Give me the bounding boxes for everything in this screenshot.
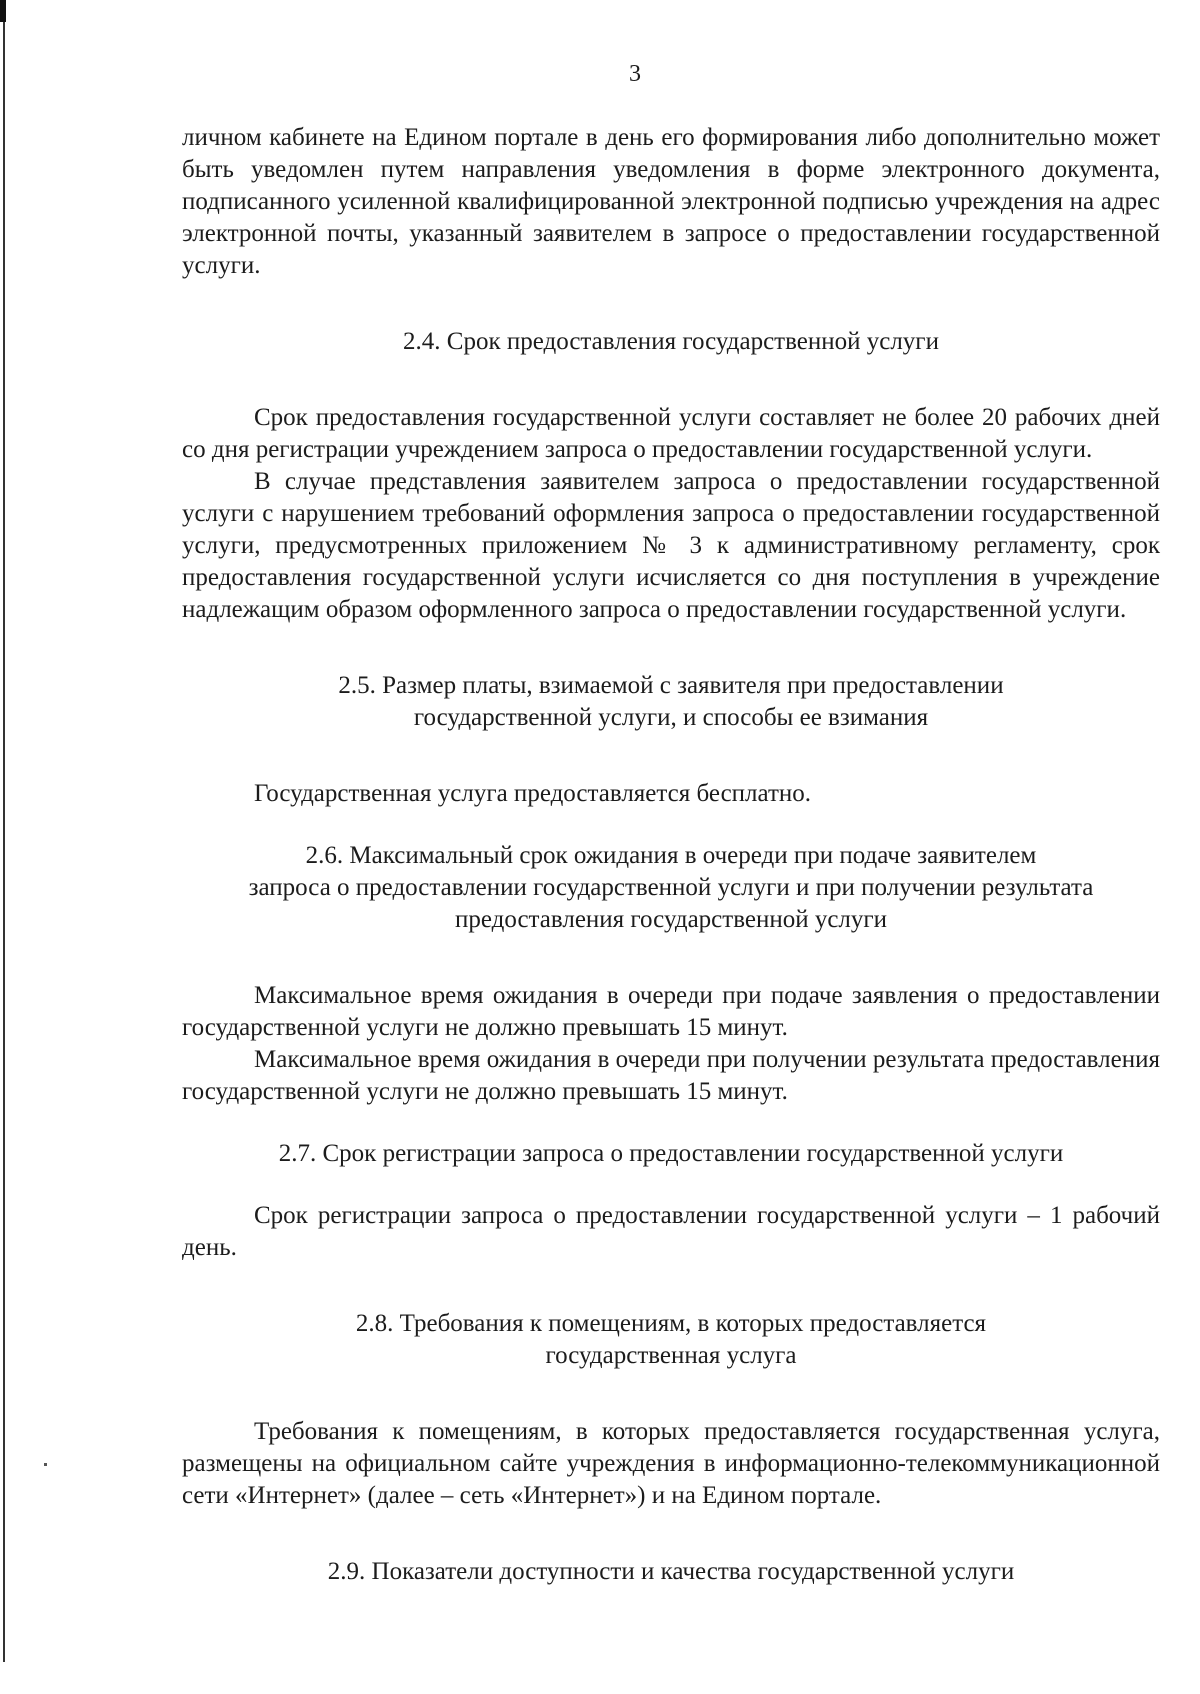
section-heading-2-8 bbox=[182, 1308, 1160, 1372]
scan-edge-mark bbox=[0, 0, 6, 22]
section-heading-line: 2.5. Размер платы, взимаемой с заявителя при предоставлении bbox=[338, 672, 1004, 699]
section-heading-2-5 bbox=[182, 670, 1160, 734]
scan-edge-line bbox=[3, 22, 5, 1662]
paragraph-2-8: Требования к помещениям, в которых предоставляется государственная услуга, размещены на официальном сайте учреждения в информационно-телекоммуникационной сети «Интернет» (далее – сеть «Интернет») и на Едином портале. bbox=[182, 1418, 1160, 1509]
paragraph-2-4-a: Срок предоставления государственной услуги составляет не более 20 рабочих дней со дня регистрации учреждением запроса о предоставлении государственной услуги. bbox=[182, 404, 1160, 463]
section-heading-2-9: 2.9. Показатели доступности и качества государственной услуги bbox=[327, 1558, 1015, 1585]
paragraph-2-5: Государственная услуга предоставляется бесплатно. bbox=[254, 780, 812, 807]
section-heading-2-4: 2.4. Срок предоставления государственной услуги bbox=[403, 328, 939, 355]
section-heading-line: запроса о предоставлении государственной услуги и при получении результата bbox=[248, 874, 1094, 901]
paragraph-2-6-b: Максимальное время ожидания в очереди при получении результата предоставления государственной услуги не должно превышать 15 минут. bbox=[182, 1046, 1160, 1105]
paragraph-2-7: Срок регистрации запроса о предоставлении государственной услуги – 1 рабочий день. bbox=[182, 1202, 1160, 1261]
paragraph-2-6-a: Максимальное время ожидания в очереди при подаче заявления о предоставлении государственной услуги не должно превышать 15 минут. bbox=[182, 982, 1160, 1041]
page-number: 3 bbox=[629, 61, 641, 87]
section-heading-line: государственная услуга bbox=[545, 1342, 797, 1369]
section-heading-line: 2.8. Требования к помещениям, в которых предоставляется bbox=[355, 1310, 987, 1337]
section-heading-line: предоставления государственной услуги bbox=[454, 906, 888, 933]
section-heading-2-7: 2.7. Срок регистрации запроса о предоставлении государственной услуги bbox=[278, 1140, 1064, 1167]
section-heading-line: 2.6. Максимальный срок ожидания в очереди при подаче заявителем bbox=[305, 842, 1037, 869]
scan-speck bbox=[44, 1463, 47, 1466]
paragraph-2-4-b: В случае представления заявителем запроса о предоставлении государственной услуги с нарушением требований оформления запроса о предоставлении государственной услуги, предусмотренных приложением № 3 к административному регламенту, срок предоставления государственной услуги исчисляется со дня поступления в учреждение надлежащим образом оформленного запроса о предоставлении государственной услуги. bbox=[182, 468, 1160, 623]
document-body bbox=[182, 122, 1160, 1588]
paragraph-continuation: личном кабинете на Едином портале в день его формирования либо дополнительно может быть уведомлен путем направления уведомления в форме электронного документа, подписанного усиленной квалифицированной электронной подписью учреждения на адрес электронной почты, указанный заявителем в запросе о предоставлении государственной услуги. bbox=[182, 124, 1160, 279]
section-heading-line: государственной услуги, и способы ее взимания bbox=[413, 704, 929, 731]
section-heading-2-6 bbox=[182, 840, 1160, 936]
